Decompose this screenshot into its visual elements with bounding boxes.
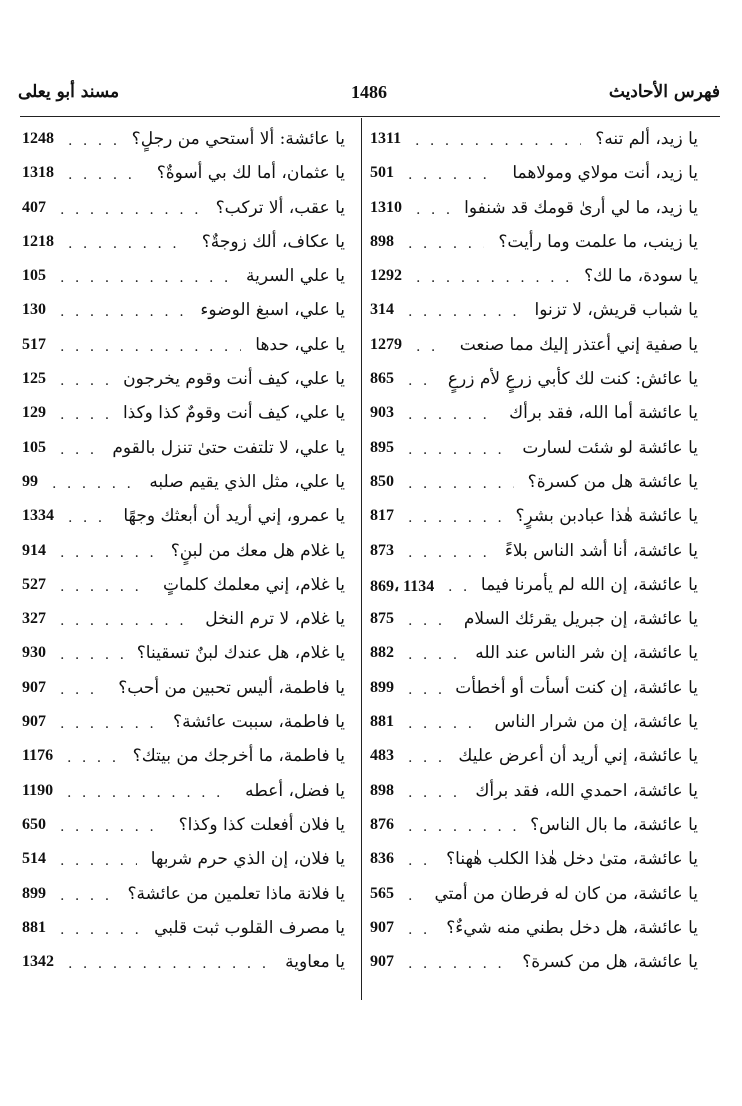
hadith-text: يا عائشة، إن جبريل يقرئك السلام: [463, 609, 698, 630]
hadith-text: يا فلان أفعلت كذا وكذا؟: [178, 814, 345, 835]
leader-dots: [408, 545, 491, 561]
hadith-text: يا عائشة، إن كنت أسأت أو أخطأت: [455, 677, 698, 698]
hadith-text: يا فاطمة، ما أخرجك من بيتك؟: [132, 746, 345, 767]
leader-dots: [60, 579, 149, 595]
hadith-text: يا غلام، إني معلمك كلماتٍ: [162, 574, 345, 595]
index-entry: [370, 330, 698, 364]
page-reference: 99: [22, 472, 38, 490]
page-header: [18, 82, 720, 112]
leader-dots: [68, 167, 143, 183]
page-reference: 907: [370, 918, 394, 936]
index-entry: [370, 879, 698, 913]
hadith-text: يا علي، كيف أنت وقومٌ كذا وكذا: [122, 403, 345, 424]
leader-dots: [68, 510, 109, 526]
page-reference: 130: [22, 301, 46, 319]
leader-dots: [60, 853, 137, 869]
hadith-text: يا عائشة، احمدي الله، فقد برأك: [475, 780, 698, 801]
leader-dots: [408, 785, 461, 801]
leader-dots: [68, 236, 188, 252]
hadith-text: يا عائشة، إن الله لم يأمرنا فيما: [480, 574, 698, 595]
leader-dots: [408, 613, 450, 629]
index-entry: [370, 158, 698, 192]
hadith-text: يا عائش: كنت لك كأبي زرعٍ لأم زرعٍ: [447, 369, 698, 390]
leader-dots: [416, 339, 446, 355]
leader-dots: [67, 785, 231, 801]
hadith-text: يا عائشة، من كان له فرطان من أمتي: [434, 883, 698, 904]
leader-dots: [60, 888, 113, 904]
index-entry: [370, 501, 698, 535]
hadith-text: يا علي، كيف أنت وقوم يخرجون: [123, 369, 345, 390]
page-reference: 869، 1134: [370, 577, 435, 595]
leader-dots: [408, 167, 498, 183]
hadith-text: يا فضل، أعطه: [245, 780, 345, 801]
hadith-text: يا زيد، ألم تنه؟: [595, 129, 698, 149]
index-entry: [370, 398, 698, 432]
page-reference: 105: [22, 267, 46, 285]
header-book-title: مسند أبو يعلى: [18, 82, 120, 102]
leader-dots: [408, 716, 480, 732]
leader-dots: [60, 647, 123, 663]
leader-dots: [408, 888, 420, 904]
index-entry: [370, 570, 698, 604]
index-entry: [22, 124, 345, 158]
index-entry: [370, 947, 698, 981]
hadith-text: يا زيد، ما لي أرىٰ قومك قد شنفوا: [464, 197, 698, 218]
hadith-text: يا عثمان، أما لك بي أسوةٌ؟: [156, 163, 345, 184]
page-reference: 1342: [22, 953, 54, 971]
leader-dots: [60, 339, 241, 355]
leader-dots: [415, 133, 581, 149]
right-column: [370, 124, 698, 981]
hadith-text: يا عائشة، إن من شرار الناس: [494, 712, 698, 733]
page-reference: 836: [370, 850, 394, 868]
leader-dots: [408, 682, 441, 698]
page-reference: 1311: [370, 130, 402, 147]
hadith-text: يا فلان، إن الذي حرم شربها: [150, 849, 345, 870]
leader-dots: [60, 545, 157, 561]
index-entry: [22, 467, 345, 501]
header-page-number: 1486: [351, 82, 387, 102]
leader-dots: [408, 304, 520, 320]
leader-dots: [416, 202, 450, 218]
index-entry: [370, 741, 698, 775]
index-entry: [370, 364, 698, 398]
hadith-text: يا شباب قريش، لا تزنوا: [534, 300, 698, 321]
page-reference: 407: [22, 198, 46, 216]
index-entry: [370, 261, 698, 295]
leader-dots: [408, 853, 432, 869]
leader-dots: [416, 270, 570, 286]
index-entry: [22, 501, 345, 535]
page-reference: 817: [370, 507, 394, 525]
hadith-text: يا غلام، لا ترم النخل: [205, 609, 345, 630]
header-index-title: فهرس الأحاديث: [608, 82, 720, 102]
index-entry: [22, 570, 345, 604]
hadith-text: يا علي، مثل الذي يقيم صلبه: [149, 471, 345, 492]
hadith-text: يا غلام، هل عندك لبنٌ تسقينا؟: [136, 643, 345, 664]
leader-dots: [408, 407, 495, 423]
leader-dots: [60, 442, 98, 458]
page-reference: 903: [370, 404, 394, 422]
hadith-text: يا زيد، أنت مولاي ومولاهما: [512, 163, 698, 184]
page-reference: 1176: [22, 747, 54, 765]
leader-dots: [67, 750, 119, 766]
page-reference: 1292: [370, 267, 402, 285]
leader-dots: [408, 647, 461, 663]
index-entry: [22, 398, 345, 432]
index-entry: [370, 673, 698, 707]
page-reference: 907: [370, 953, 394, 971]
leader-dots: [408, 750, 444, 766]
index-entry: [22, 295, 345, 329]
column-divider: [361, 118, 362, 1000]
index-entry: [22, 638, 345, 672]
hadith-text: يا عائشة أما الله، فقد برأك: [509, 403, 698, 424]
page-reference: 1310: [370, 198, 402, 216]
leader-dots: [68, 956, 271, 972]
leader-dots: [60, 373, 109, 389]
hadith-text: يا عائشة هل من كسرة؟: [527, 471, 698, 492]
hadith-text: يا فاطمة، أليس تحبين من أحب؟: [118, 677, 345, 698]
page-reference: 514: [22, 850, 46, 868]
index-entry: [22, 673, 345, 707]
index-entry: [22, 158, 345, 192]
hadith-text: يا علي، اسبغ الوضوء: [200, 300, 345, 321]
index-entry: [370, 707, 698, 741]
index-entry: [370, 295, 698, 329]
hadith-text: يا عائشة، هل من كسرة؟: [522, 952, 698, 973]
index-entry: [370, 193, 698, 227]
index-entry: [22, 810, 345, 844]
leader-dots: [408, 819, 516, 835]
page-reference: 876: [370, 815, 394, 833]
leader-dots: [68, 133, 118, 149]
index-entry: [370, 536, 698, 570]
leader-dots: [60, 613, 191, 629]
index-entry: [370, 433, 698, 467]
page-reference: 907: [22, 713, 46, 731]
leader-dots: [52, 476, 135, 492]
index-entry: [370, 913, 698, 947]
page-reference: 565: [370, 884, 394, 902]
index-entry: [22, 844, 345, 878]
page-reference: 873: [370, 541, 394, 559]
hadith-text: يا صفية إني أعتذر إليك مما صنعت: [459, 334, 698, 355]
hadith-text: يا عكاف، ألك زوجةٌ؟: [201, 231, 345, 252]
leader-dots: [60, 202, 202, 218]
leader-dots: [60, 304, 186, 320]
leader-dots: [60, 922, 140, 938]
hadith-text: يا علي، لا تلتفت حتىٰ تنزل بالقوم: [112, 437, 345, 458]
index-entry: [22, 776, 345, 810]
page-reference: 527: [22, 575, 46, 593]
leader-dots: [448, 579, 467, 595]
page-reference: 125: [22, 370, 46, 388]
index-entry: [370, 227, 698, 261]
index-entry: [22, 604, 345, 638]
page-reference: 105: [22, 438, 46, 456]
leader-dots: [408, 510, 502, 526]
hadith-text: يا غلام هل معك من لبنٍ؟: [170, 540, 345, 561]
page-reference: 881: [22, 918, 46, 936]
page-reference: 898: [370, 781, 394, 799]
hadith-text: يا فلانة ماذا تعلمين من عائشة؟: [127, 883, 345, 904]
page-reference: 899: [370, 678, 394, 696]
hadith-text: يا زينب، ما علمت وما رأيت؟: [498, 231, 698, 252]
hadith-text: يا عائشة، أنا أشد الناس بلاءً: [504, 540, 698, 561]
index-entry: [22, 261, 345, 295]
hadith-text: يا عائشة لو شئت لسارت: [522, 437, 698, 458]
page-reference: 865: [370, 370, 394, 388]
hadith-text: يا عقب، ألا تركب؟: [215, 197, 345, 218]
page-reference: 895: [370, 438, 394, 456]
page-reference: 914: [22, 541, 46, 559]
hadith-text: يا مصرف القلوب ثبت قلبي: [154, 917, 345, 938]
index-entry: [370, 124, 698, 158]
page-reference: 875: [370, 610, 394, 628]
index-entry: [370, 776, 698, 810]
page-reference: 483: [370, 747, 394, 765]
page-reference: 129: [22, 404, 46, 422]
leader-dots: [60, 819, 165, 835]
leader-dots: [60, 407, 109, 423]
page-reference: 930: [22, 644, 46, 662]
index-entry: [22, 913, 345, 947]
leader-dots: [408, 373, 434, 389]
hadith-text: يا معاوية: [285, 952, 345, 973]
hadith-text: يا فاطمة، سببت عائشة؟: [173, 712, 345, 733]
page-reference: 1279: [370, 335, 402, 353]
page-reference: 517: [22, 335, 46, 353]
leader-dots: [408, 956, 508, 972]
page-reference: 1318: [22, 164, 54, 182]
page-reference: 898: [370, 232, 394, 250]
hadith-text: يا سودة، ما لك؟: [584, 266, 698, 287]
hadith-text: يا عائشة، هل دخل بطني منه شيءٌ؟: [446, 917, 698, 938]
index-entry: [22, 707, 345, 741]
leader-dots: [408, 922, 432, 938]
page-reference: 501: [370, 164, 394, 182]
leader-dots: [408, 442, 508, 458]
page-reference: 881: [370, 713, 394, 731]
index-entry: [22, 433, 345, 467]
index-entry: [22, 947, 345, 981]
index-entry: [22, 227, 345, 261]
left-column: [22, 124, 345, 981]
hadith-text: يا عائشة: ألا أستحي من رجلٍ؟: [131, 129, 345, 149]
page-reference: 1248: [22, 130, 54, 147]
index-entry: [22, 741, 345, 775]
index-entry: [22, 330, 345, 364]
index-entry: [370, 844, 698, 878]
hadith-text: يا عائشة، متىٰ دخل هٰذا الكلب هٰهنا؟: [446, 849, 698, 870]
hadith-text: يا علي السرية: [246, 266, 345, 287]
index-entry: [370, 604, 698, 638]
index-entry: [370, 638, 698, 672]
leader-dots: [408, 236, 484, 252]
page-reference: 1334: [22, 507, 54, 525]
hadith-text: يا عمرو، إني أريد أن أبعثك وجهًا: [123, 506, 345, 527]
index-entry: [22, 193, 345, 227]
page-reference: 650: [22, 815, 46, 833]
page-reference: 1190: [22, 781, 54, 799]
header-divider: [20, 116, 720, 117]
index-entry: [22, 536, 345, 570]
page-reference: 1218: [22, 232, 54, 250]
leader-dots: [60, 682, 104, 698]
page-reference: 314: [370, 301, 394, 319]
leader-dots: [60, 716, 159, 732]
index-entry: [370, 467, 698, 501]
page-reference: 899: [22, 884, 46, 902]
page-reference: 882: [370, 644, 394, 662]
leader-dots: [408, 476, 514, 492]
page-reference: 907: [22, 678, 46, 696]
index-entry: [22, 879, 345, 913]
hadith-text: يا علي، حدها: [255, 334, 345, 355]
hadith-text: يا عائشة، إني أريد أن أعرض عليك: [458, 746, 698, 767]
hadith-text: يا عائشة، ما بال الناس؟: [530, 814, 698, 835]
index-entry: [370, 810, 698, 844]
leader-dots: [60, 270, 232, 286]
hadith-text: يا عائشة هٰذا عبادبن بشرٍ؟: [515, 506, 698, 527]
hadith-text: يا عائشة، إن شر الناس عند الله: [475, 643, 698, 664]
page-reference: 327: [22, 610, 46, 628]
page-reference: 850: [370, 472, 394, 490]
index-entry: [22, 364, 345, 398]
